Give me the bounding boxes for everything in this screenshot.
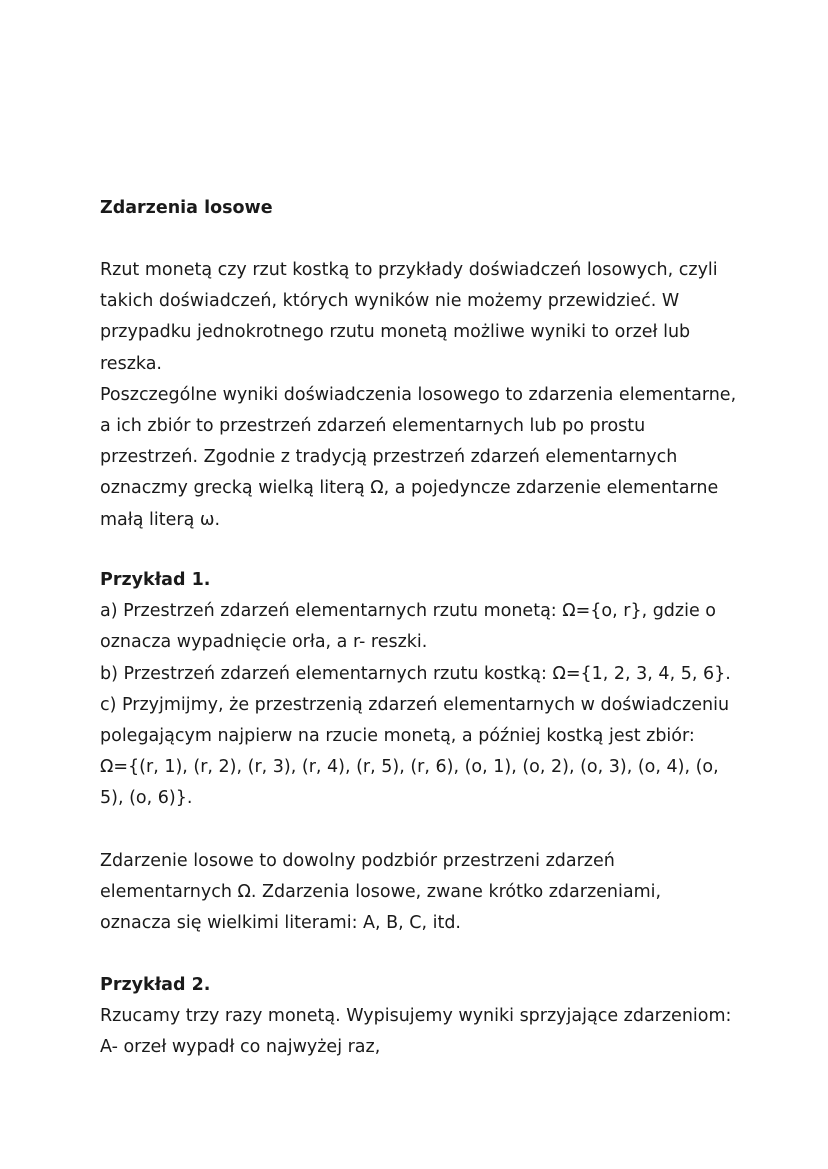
definition-paragraph <box>100 846 760 940</box>
example-1-line: a) Przestrzeń zdarzeń elementarnych rzutu monetą: Ω={o, r}, gdzie o <box>100 601 717 622</box>
intro-line: przypadku jednokrotnego rzutu monetą możliwe wyniki to orzeł lub <box>100 322 691 343</box>
intro-line: takich doświadczeń, których wyników nie możemy przewidzieć. W <box>100 291 680 312</box>
example-1-line: oznacza wypadnięcie orła, a r- reszki. <box>100 632 428 653</box>
example-2-line: A- orzeł wypadł co najwyżej raz, <box>100 1037 381 1058</box>
example-1-line: b) Przestrzeń zdarzeń elementarnych rzutu kostką: Ω={1, 2, 3, 4, 5, 6}. <box>100 663 731 684</box>
example-2-heading: Przykład 2. <box>100 975 211 995</box>
intro-paragraph <box>100 255 760 536</box>
example-1-line: Ω={(r, 1), (r, 2), (r, 3), (r, 4), (r, 5), (r, 6), (o, 1), (o, 2), (o, 3), (o, 4), (o, <box>100 757 719 778</box>
intro-line: a ich zbiór to przestrzeń zdarzeń elementarnych lub po prostu <box>100 415 646 436</box>
definition-line: oznacza się wielkimi literami: A, B, C, itd. <box>100 913 461 934</box>
section-title-block <box>100 193 760 224</box>
section-title: Zdarzenia losowe <box>100 198 273 218</box>
definition-line: elementarnych Ω. Zdarzenia losowe, zwane krótko zdarzeniami, <box>100 882 662 903</box>
intro-line: Poszczególne wyniki doświadczenia losowego to zdarzenia elementarne, <box>100 384 737 405</box>
example-2-block <box>100 970 760 1064</box>
intro-line: przestrzeń. Zgodnie z tradycją przestrzeń zdarzeń elementarnych <box>100 447 678 468</box>
example-1-line: polegającym najpierw na rzucie monetą, a później kostką jest zbiór: <box>100 725 695 746</box>
example-1-block <box>100 565 760 815</box>
definition-line: Zdarzenie losowe to dowolny podzbiór przestrzeni zdarzeń <box>100 851 615 871</box>
intro-line: oznaczmy grecką wielką literą Ω, a pojedyncze zdarzenie elementarne <box>100 478 719 499</box>
intro-line: małą literą ω. <box>100 509 221 530</box>
intro-line: Rzut monetą czy rzut kostką to przykłady doświadczeń losowych, czyli <box>100 260 718 280</box>
intro-line: reszka. <box>100 353 162 374</box>
example-1-line: c) Przyjmijmy, że przestrzenią zdarzeń elementarnych w doświadczeniu <box>100 694 730 715</box>
example-1-line: 5), (o, 6)}. <box>100 788 193 809</box>
example-1-heading: Przykład 1. <box>100 570 211 590</box>
example-2-line: Rzucamy trzy razy monetą. Wypisujemy wyniki sprzyjające zdarzeniom: <box>100 1006 732 1027</box>
